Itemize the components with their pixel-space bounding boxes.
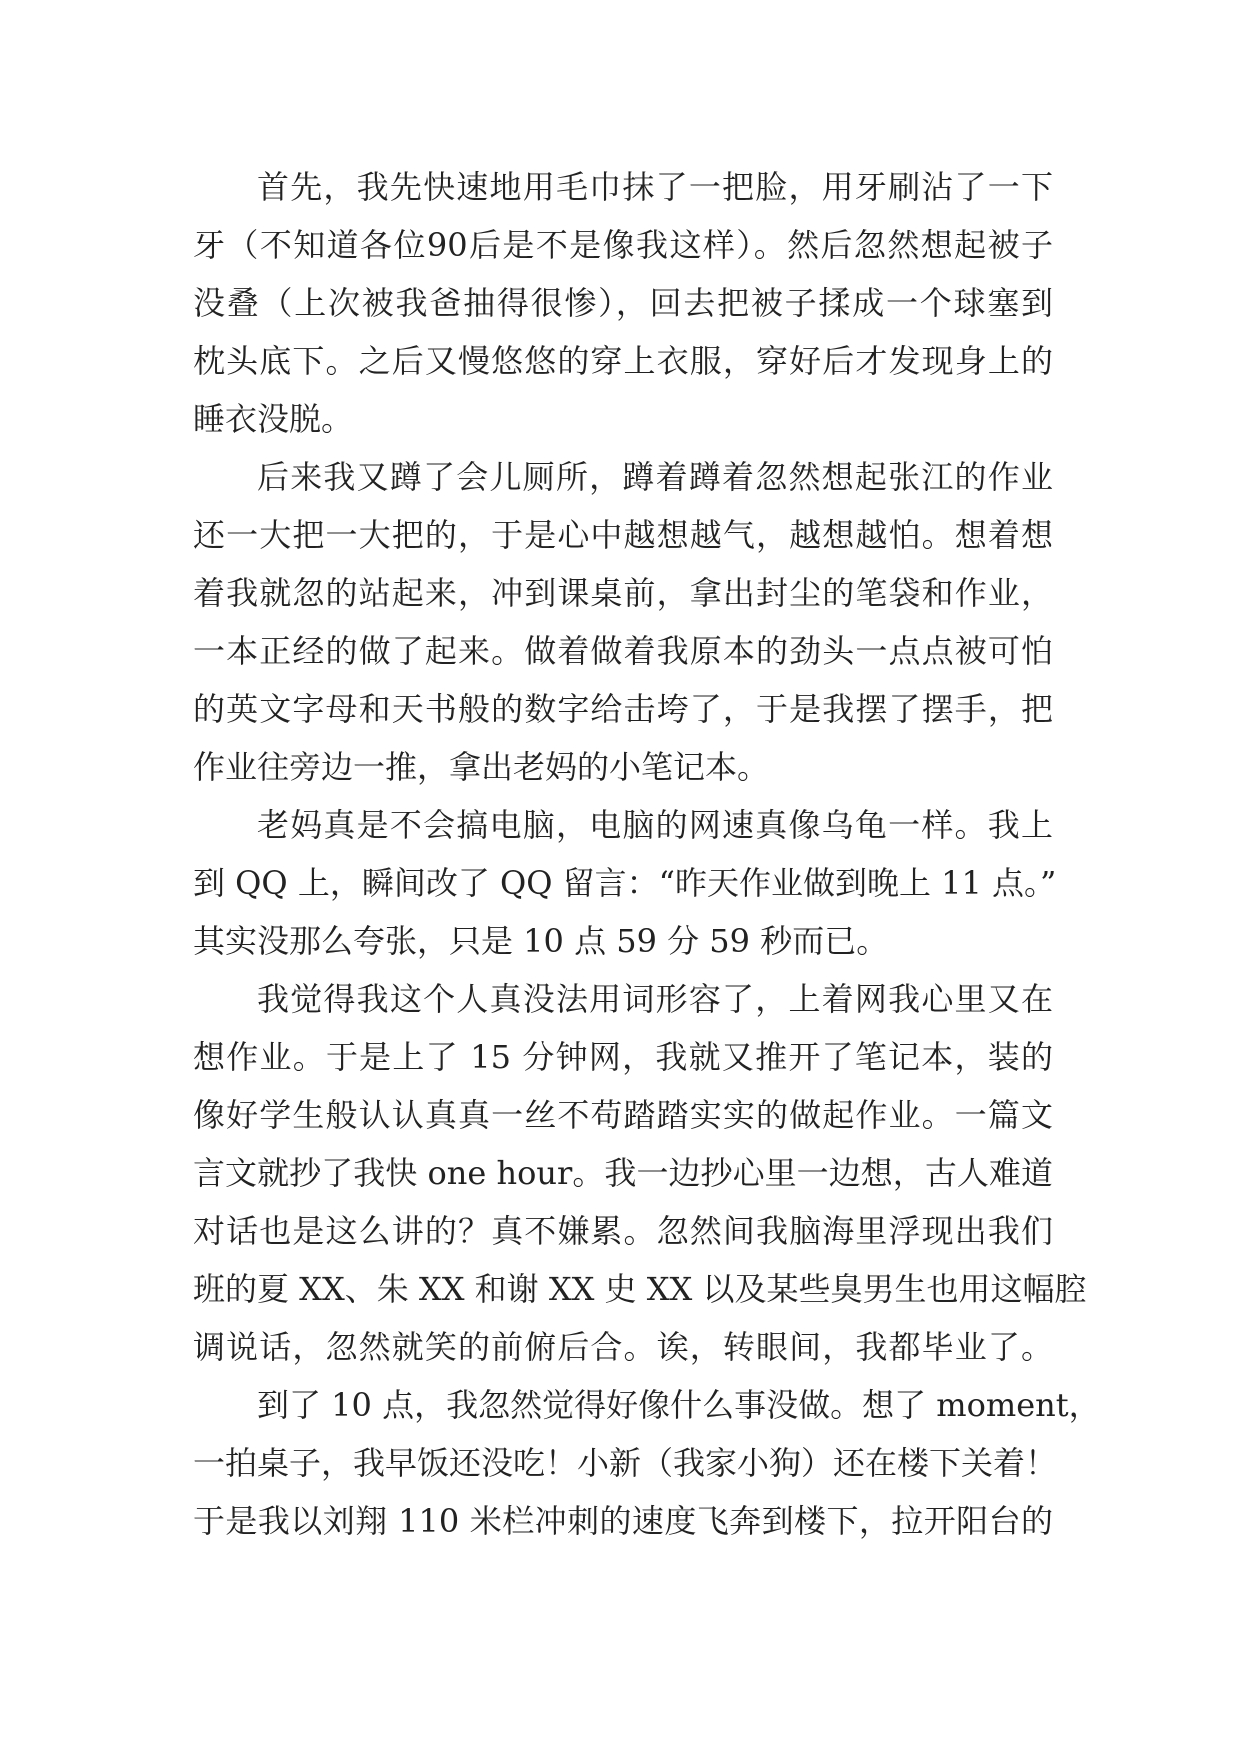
paragraph-line: 的英文字母和天书般的数字给击垮了，于是我摆了摆手，把 — [193, 690, 1053, 728]
paragraph-line: 我觉得我这个人真没法用词形容了，上着网我心里又在 — [257, 980, 1053, 1018]
paragraph-line: 老妈真是不会搞电脑，电脑的网速真像乌龟一样。我上 — [257, 806, 1053, 844]
paragraph-line: 到了 10 点，我忽然觉得好像什么事没做。想了 moment， — [257, 1386, 1101, 1424]
paragraph-line: 想作业。于是上了 15 分钟网，我就又推开了笔记本，装的 — [193, 1038, 1053, 1076]
paragraph-line: 一拍桌子，我早饭还没吃！小新（我家小狗）还在楼下关着！ — [193, 1444, 1058, 1482]
paragraph-line: 其实没那么夸张，只是 10 点 59 分 59 秒而已。 — [193, 922, 889, 960]
paragraph-line: 牙（不知道各位90后是不是像我这样）。然后忽然想起被子 — [193, 226, 1053, 264]
paragraph-line: 调说话，忽然就笑的前俯后合。诶，转眼间，我都毕业了。 — [193, 1328, 1053, 1366]
paragraph-line: 对话也是这么讲的？真不嫌累。忽然间我脑海里浮现出我们 — [193, 1212, 1053, 1250]
paragraph-line: 枕头底下。之后又慢悠悠的穿上衣服，穿好后才发现身上的 — [193, 342, 1053, 380]
paragraph-line: 没叠（上次被我爸抽得很惨），回去把被子揉成一个球塞到 — [193, 284, 1053, 322]
paragraph-3 — [193, 796, 1057, 970]
paragraph-5 — [193, 1376, 1101, 1550]
paragraph-line: 睡衣没脱。 — [193, 400, 354, 438]
paragraph-line: 着我就忽的站起来，冲到课桌前，拿出封尘的笔袋和作业， — [193, 574, 1053, 612]
paragraph-line: 言文就抄了我快 one hour。我一边抄心里一边想，古人难道 — [193, 1154, 1053, 1192]
paragraph-line: 后来我又蹲了会儿厕所，蹲着蹲着忽然想起张江的作业 — [257, 458, 1053, 496]
paragraph-line: 像好学生般认认真真一丝不苟踏踏实实的做起作业。一篇文 — [193, 1096, 1053, 1134]
paragraph-1 — [193, 158, 1053, 448]
document-body — [193, 158, 1101, 1550]
paragraph-4 — [193, 970, 1087, 1376]
paragraph-2 — [193, 448, 1053, 796]
paragraph-line: 一本正经的做了起来。做着做着我原本的劲头一点点被可怕 — [193, 632, 1053, 670]
paragraph-line: 到 QQ 上，瞬间改了 QQ 留言：“昨天作业做到晚上 11 点。” — [193, 864, 1057, 902]
paragraph-line: 还一大把一大把的，于是心中越想越气，越想越怕。想着想 — [193, 516, 1053, 554]
paragraph-line: 于是我以刘翔 110 米栏冲刺的速度飞奔到楼下，拉开阳台的 — [193, 1502, 1053, 1540]
paragraph-line: 作业往旁边一推，拿出老妈的小笔记本。 — [193, 748, 770, 786]
paragraph-line: 首先，我先快速地用毛巾抹了一把脸，用牙刷沾了一下 — [257, 168, 1053, 206]
paragraph-line: 班的夏 XX、朱 XX 和谢 XX 史 XX 以及某些臭男生也用这幅腔 — [193, 1270, 1087, 1308]
